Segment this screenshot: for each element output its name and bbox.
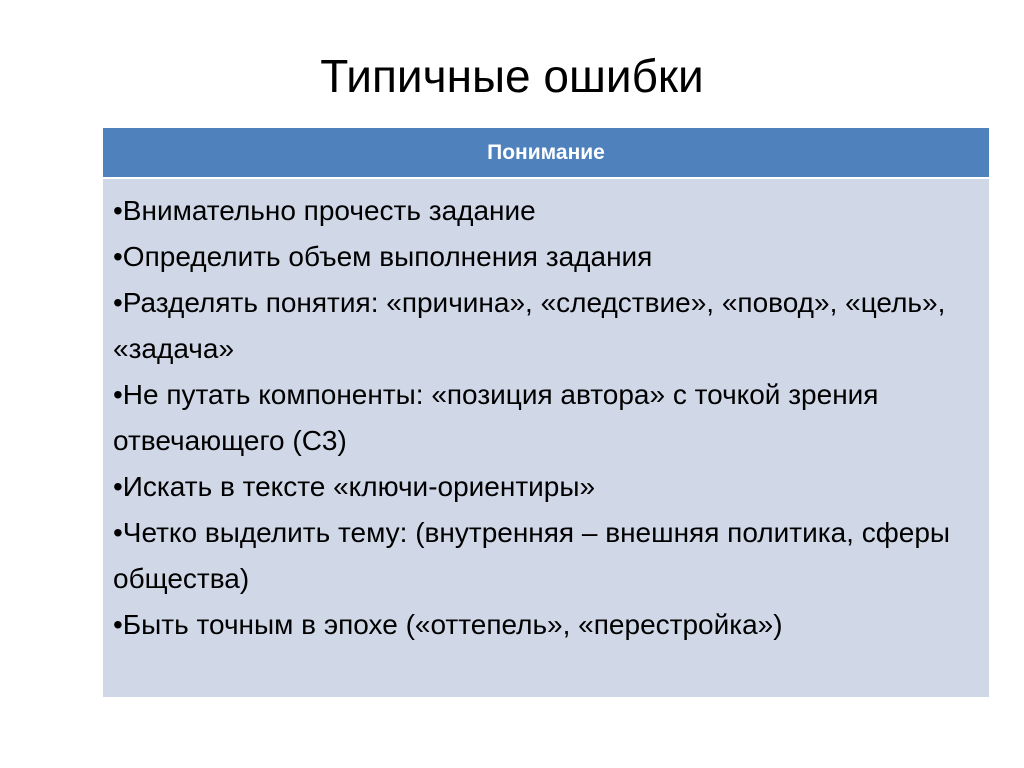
table-body	[103, 179, 989, 648]
list-item: •Не путать компоненты: «позиция автора» с точкой зрения отвечающего (С3)	[113, 379, 879, 456]
content-table	[103, 128, 989, 697]
list-item: •Быть точным в эпохе («оттепель», «перестройка»)	[113, 609, 783, 640]
list-item: •Внимательно прочесть задание	[113, 195, 536, 226]
list-item: •Четко выделить тему: (внутренняя – внешняя политика, сферы общества)	[113, 517, 951, 594]
list-item: •Разделять понятия: «причина», «следствие», «повод», «цель», «задача»	[113, 287, 946, 364]
list-item: •Определить объем выполнения задания	[113, 241, 653, 272]
table-header-label: Понимание	[487, 140, 605, 164]
table-header	[103, 128, 989, 179]
list-item: •Искать в тексте «ключи-ориентиры»	[113, 471, 596, 502]
slide-title: Типичные ошибки	[320, 50, 704, 102]
